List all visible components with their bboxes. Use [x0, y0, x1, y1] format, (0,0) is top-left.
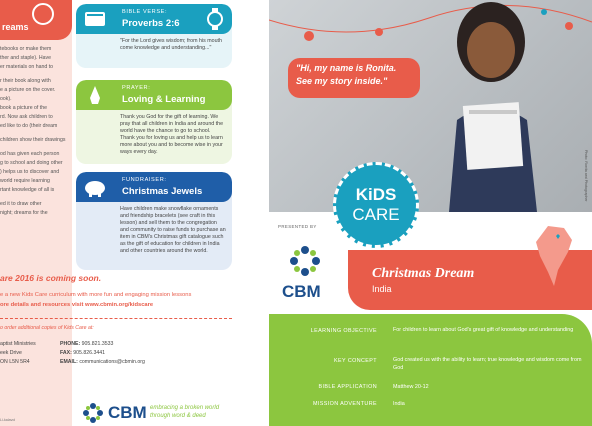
divider	[0, 318, 232, 319]
prayer-bar	[76, 80, 232, 110]
cover-photo	[269, 0, 592, 212]
bible-verse-card	[76, 4, 232, 68]
fax-label: FAX:	[60, 350, 72, 356]
prayer-label: PRAYER:	[122, 85, 151, 91]
cover-subtitle: India	[372, 284, 392, 294]
left-line: ther and staple). Have	[0, 55, 52, 61]
email-value[interactable]: communications@cbmin.org	[79, 359, 145, 365]
left-line: rtant knowledge of all is	[0, 187, 55, 193]
resources-link[interactable]: ore details and resources visit www.cbmin.org/kidscare	[0, 302, 154, 308]
left-line: rd. Now ask children to	[0, 114, 53, 120]
left-line: ) helps us to discover and	[0, 169, 60, 175]
fundraiser-text: Have children make snowflake ornaments and friendship bracelets (see craft in this lesson) and sell them to the congregation and community to raise funds to purchase an item in CBM's Christmas gift catalogue such as the gift of education for children in India and other countries around the world.	[120, 206, 226, 254]
row-label-concept: KEY CONCEPT	[334, 358, 377, 364]
bible-verse-bar	[76, 4, 232, 34]
left-line: er materials on hand to	[0, 64, 54, 70]
kids-care-line2: CARE	[352, 205, 400, 224]
prayer-text: Thank you God for the gift of learning. We pray that all children in India and around the world have the chance to go to school. Thank you for loving us and help us to learn more about you and to become wise in your ways every day.	[120, 114, 224, 155]
row-value-application: Matthew 20-12	[393, 384, 429, 390]
phone-line	[60, 341, 113, 347]
row-label-mission: MISSION ADVENTURE	[312, 401, 377, 407]
row-value-concept: God created us with the ability to learn; true knowledge and wisdom come from God	[393, 357, 582, 371]
left-line: book a picture of the	[0, 105, 48, 111]
fundraiser-label: FUNDRAISER:	[122, 177, 167, 183]
left-line: world require learning	[0, 178, 50, 184]
email-line	[60, 359, 145, 365]
book-icon	[82, 8, 108, 30]
cbm-cover-logo: CBM	[282, 282, 321, 301]
row-label-objective: LEARNING OBJECTIVE	[310, 328, 377, 334]
left-header-title: reams	[2, 22, 29, 32]
fundraiser-title: Christmas Jewels	[122, 186, 203, 197]
left-line: od has given each person	[0, 151, 60, 157]
photo-credit: Photo: Ronita and Photographer	[584, 150, 588, 202]
title-banner	[348, 250, 592, 310]
left-line: children show their drawings	[0, 137, 66, 143]
bible-verse-text: "For the Lord gives wisdom; from his mouth come knowledge and understanding..."	[120, 38, 222, 51]
left-line: g to school and doing other	[0, 160, 63, 166]
praying-hands-icon	[82, 84, 108, 106]
order-line: o order additional copies of Kids Care at:	[0, 325, 94, 331]
row-value-mission: India	[393, 401, 405, 407]
clock-icon	[32, 3, 54, 25]
fax-line	[60, 350, 105, 356]
footer-cbm-logo: CBM	[108, 403, 147, 422]
phone-value: 905.821.3533	[81, 341, 114, 347]
left-line: r their book along with	[0, 78, 51, 84]
address-line-2: eek Drive	[0, 350, 22, 356]
watch-icon	[206, 8, 224, 30]
announcement: are 2016 is coming soon.	[0, 273, 102, 283]
left-line: ed like to do (their dream	[0, 123, 58, 129]
bible-verse-title: Proverbs 2:6	[122, 18, 180, 29]
row-label-application: BIBLE APPLICATION	[318, 384, 377, 390]
footer-tagline-2: through word & deed	[150, 413, 206, 419]
left-header-banner	[0, 0, 72, 40]
kids-care-badge	[333, 162, 419, 248]
left-line: ed it to draw other	[0, 201, 42, 207]
left-line: ook).	[0, 96, 12, 102]
phone-label: PHONE:	[60, 341, 81, 347]
fundraiser-card	[76, 172, 232, 270]
piggy-bank-icon	[82, 176, 108, 198]
fax-value: 905.826.3441	[73, 350, 106, 356]
corner-note: Li-kalavol	[0, 418, 16, 422]
email-label: EMAIL:	[60, 359, 78, 365]
bible-verse-label: BIBLE VERSE:	[122, 9, 168, 15]
girl-figure	[419, 0, 559, 212]
kids-care-line1: KiDS	[355, 185, 397, 204]
details-panel	[269, 314, 592, 426]
india-map-icon	[528, 222, 584, 292]
prayer-title: Loving & Learning	[122, 94, 206, 105]
presented-by: PRESENTED BY	[278, 224, 317, 229]
left-line: e a picture on the cover.	[0, 87, 56, 93]
prayer-card	[76, 80, 232, 164]
cbm-cover-logo-mark	[288, 244, 322, 278]
row-value-objective: For children to learn about God's great gift of knowledge and understanding	[393, 327, 574, 333]
left-line: tebooks or make them	[0, 46, 52, 52]
new-curriculum-line: e a new Kids Care curriculum with more fun and engaging mission lessons	[0, 292, 192, 298]
fundraiser-bar	[76, 172, 232, 202]
address-line-3: ON L5N 5R4	[0, 359, 30, 365]
address-line-1: aptist Ministries	[0, 341, 36, 347]
footer-tagline-1: embracing a broken world	[150, 405, 220, 411]
left-line: night; dreams for the	[0, 210, 48, 216]
cover-title: Christmas Dream	[372, 266, 475, 281]
cbm-logo-mark	[82, 402, 104, 424]
speech-bubble: "Hi, my name is Ronita. See my story inside."	[288, 58, 420, 98]
